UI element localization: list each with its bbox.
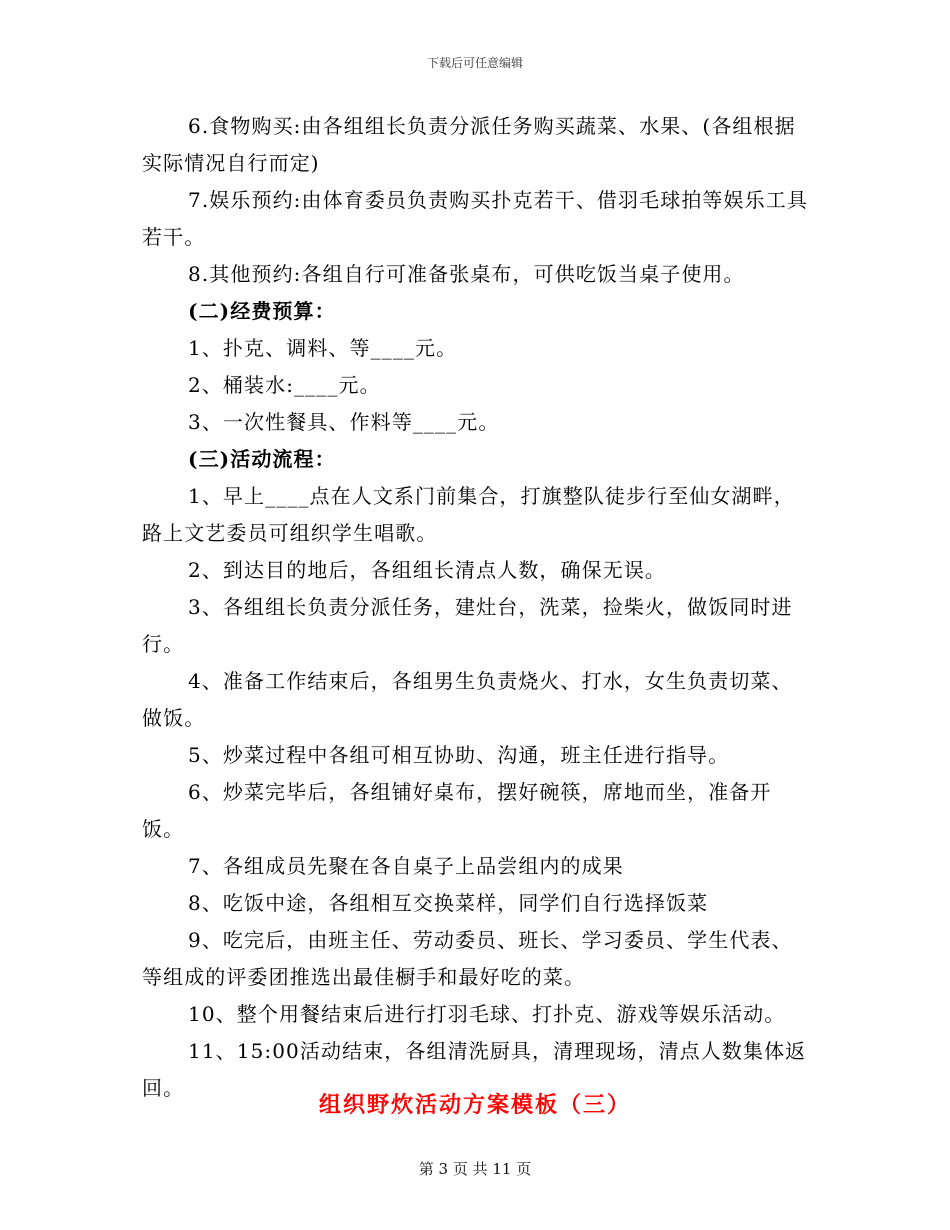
paragraph-6: 3、一次性餐具、作料等____元。 xyxy=(188,410,500,434)
paragraph-4: 1、扑克、调料、等____元。 xyxy=(188,336,458,360)
section-heading-budget: (二)经费预算： xyxy=(188,299,336,323)
paragraph-17: 10、整个用餐结束后进行打羽毛球、打扑克、游戏等娱乐活动。 xyxy=(188,1002,786,1026)
paragraph-13: 6、炒菜完毕后，各组铺好桌布，摆好碗筷，席地而坐，准备开饭。 xyxy=(142,780,772,841)
header-note: 下载后可任意编辑 xyxy=(426,56,523,70)
paragraph-15: 8、吃饭中途，各组相互交换菜样，同学们自行选择饭菜 xyxy=(188,891,709,915)
paragraph-16: 9、吃完后，由班主任、劳动委员、班长、学习委员、学生代表、等组成的评委团推选出最佳橱手和最好吃的菜。 xyxy=(142,928,793,989)
document-body xyxy=(142,108,812,1107)
section-title: 组织野炊活动方案模板（三） xyxy=(318,1092,631,1118)
paragraph-2: 8.其他预约:各组自行可准备张桌布，可供吃饭当桌子使用。 xyxy=(188,262,745,286)
paragraph-9: 2、到达目的地后，各组组长清点人数，确保无误。 xyxy=(188,558,667,582)
paragraph-8: 1、早上____点在人文系门前集合，打旗整队徒步行至仙女湖畔，路上文艺委员可组织学生唱歌。 xyxy=(142,484,795,545)
paragraph-0: 6.食物购买:由各组组长负责分派任务购买蔬菜、水果、(各组根据实际情况自行而定) xyxy=(142,114,796,175)
page-number: 第 3 页 共 11 页 xyxy=(418,1160,532,1178)
paragraph-1: 7.娱乐预约:由体育委员负责购买扑克若干、借羽毛球拍等娱乐工具若干。 xyxy=(142,188,808,249)
paragraph-5: 2、桶装水:____元。 xyxy=(188,373,381,397)
section-heading-process: (三)活动流程： xyxy=(188,447,336,471)
paragraph-14: 7、各组成员先聚在各自桌子上品尝组内的成果 xyxy=(188,854,624,878)
paragraph-10: 3、各组组长负责分派任务，建灶台，洗菜，捡柴火，做饭同时进行。 xyxy=(142,595,793,656)
paragraph-11: 4、准备工作结束后，各组男生负责烧火、打水，女生负责切菜、做饭。 xyxy=(142,669,793,730)
paragraph-12: 5、炒菜过程中各组可相互协助、沟通，班主任进行指导。 xyxy=(188,743,730,767)
paragraph-18: 11、15:00活动结束，各组清洗厨具，清理现场，清点人数集体返回。 xyxy=(142,1039,807,1100)
